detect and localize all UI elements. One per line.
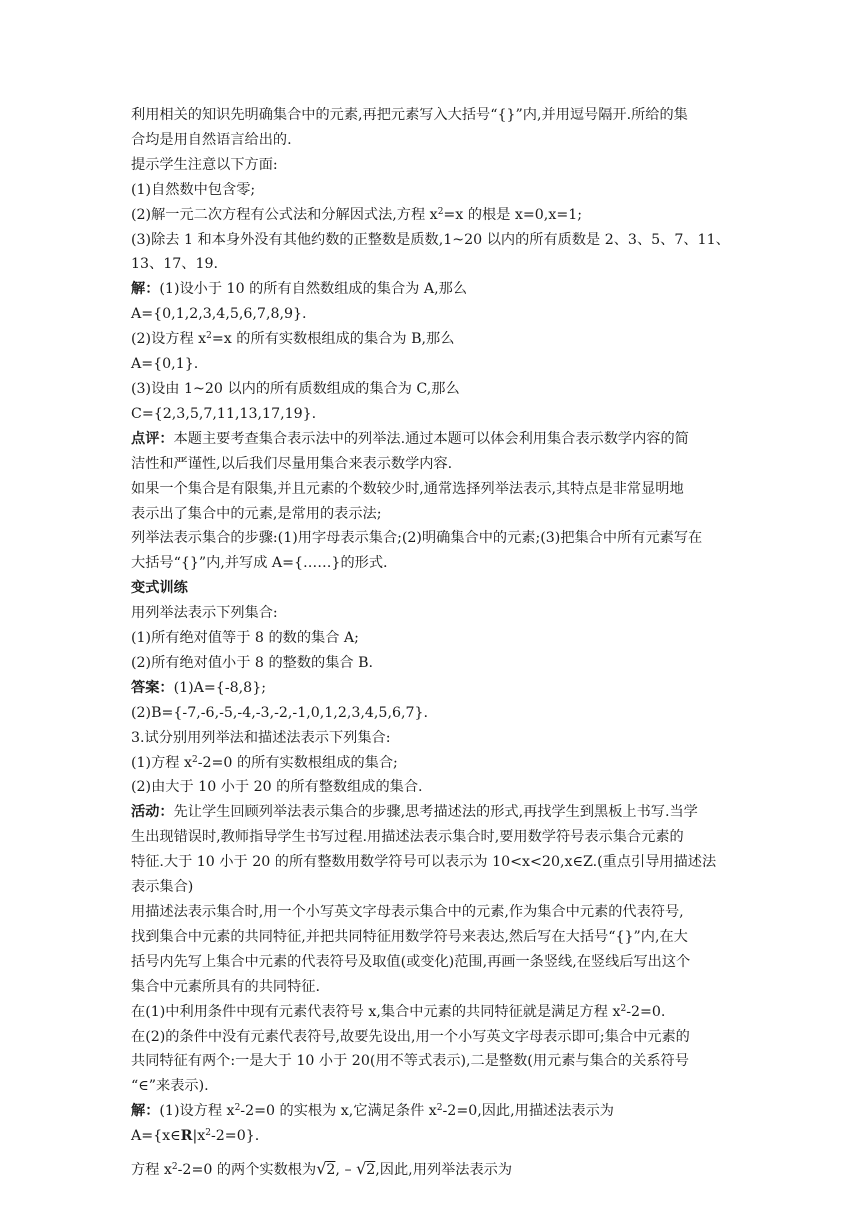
text-line: (3)设由 1~20 以内的所有质数组成的集合为 C,那么 <box>131 380 460 397</box>
text-line: 用描述法表示集合时,用一个小写英文字母表示集合中的元素,作为集合中元素的代表符号, <box>131 904 684 920</box>
text-line: 合均是用自然语言给出的. <box>131 131 292 148</box>
activity-label-line: 活动：先让学生回顾列举法表示集合的步骤,思考描述法的形式,再找学生到黑板上书写.当学 <box>131 804 698 821</box>
text-line: 列举法表示集合的步骤:(1)用字母表示集合;(2)明确集合中的元素;(3)把集合中所有元素写在 <box>131 530 703 547</box>
text-line: (3)除去 1 和本身外没有其他约数的正整数是质数,1~20 以内的所有质数是 2、3、5、7、11、 <box>131 231 730 248</box>
text-line: (1)所有绝对值等于 8 的数的集合 A; <box>131 630 359 647</box>
text-line: 共同特征有两个:一是大于 10 小于 20(用不等式表示),二是整数(用元素与集合的关系符号 <box>131 1053 689 1070</box>
text-line: 用列举法表示下列集合: <box>131 605 278 622</box>
comment-label: 点评： <box>131 430 174 447</box>
text-line: 如果一个集合是有限集,并且元素的个数较少时,通常选择列举法表示,其特点是非常显明地 <box>131 480 684 497</box>
text-line: 生出现错误时,教师指导学生书写过程.用描述法表示集合时,要用数学符号表示集合元素的 <box>131 829 684 846</box>
text-line: 集合中元素所具有的共同特征. <box>131 978 320 995</box>
text-line: (2)解一元二次方程有公式法和分解因式法,方程 $x^2=x$ 的根是 x=0,x=1; <box>131 206 583 223</box>
text-line: (2)设方程 $x^2=x$ 的所有实数根组成的集合为 B,那么 <box>131 331 455 348</box>
text-line: 3.试分别用列举法和描述法表示下列集合: <box>131 729 391 746</box>
activity-label: 活动： <box>131 804 174 821</box>
answer-label: 答案： <box>131 679 174 696</box>
text-line: 在(1)中利用条件中现有元素代表符号 x,集合中元素的共同特征就是满足方程 $x^2-2=0$. <box>131 1003 666 1020</box>
text-line: 洁性和严谨性,以后我们尽量用集合来表示数学内容. <box>131 455 453 472</box>
solution-label: 解： <box>131 281 160 298</box>
text-line: (2)由大于 10 小于 20 的所有整数组成的集合. <box>131 779 423 796</box>
text-line: 方程 $x^2-2=0$ 的两个实数根为√2, – √2,因此,用列举法表示为 <box>131 1159 513 1179</box>
text-line: (1)自然数中包含零; <box>131 181 256 198</box>
comment-label-line: 点评：本题主要考查集合表示法中的列举法.通过本题可以体会利用集合表示数学内容的简 <box>131 430 689 447</box>
text-line: 括号内先写上集合中元素的代表符号及取值(或变化)范围,再画一条竖线,在竖线后写出这个 <box>131 953 691 970</box>
text-line: 大括号“{}”内,并写成 A={……}的形式. <box>131 555 388 572</box>
text-line: 找到集合中元素的共同特征,并把共同特征用数学符号来表达,然后写在大括号“{}”内,在大 <box>131 928 688 945</box>
text-line: (1)方程 $x^2-2=0$ 的所有实数根组成的集合; <box>131 754 398 771</box>
real-numbers-symbol: R <box>180 1128 193 1145</box>
text-line: 表示集合) <box>131 879 194 896</box>
text-line: A={0,1,2,3,4,5,6,7,8,9}. <box>131 306 307 323</box>
section-heading: 变式训练 <box>131 580 188 597</box>
answer-label-line: 答案：(1)A={-8,8}; <box>131 679 266 696</box>
sqrt-symbol: √ <box>356 1159 367 1179</box>
text-line: A={0,1}. <box>131 356 199 373</box>
sqrt-symbol: √ <box>316 1159 327 1179</box>
text-line: 提示学生注意以下方面: <box>131 156 278 173</box>
solution-label-line: 解：(1)设小于 10 的所有自然数组成的集合为 A,那么 <box>131 281 468 298</box>
text-line: 在(2)的条件中没有元素代表符号,故要先设出,用一个小写英文字母表示即可;集合中元素的 <box>131 1028 690 1045</box>
document-page <box>131 103 734 1183</box>
text-line: (2)B={-7,-6,-5,-4,-3,-2,-1,0,1,2,3,4,5,6,7}. <box>131 704 429 721</box>
text-line: 13、17、19. <box>131 256 219 273</box>
text-line: $A=\{x\in R|x^2-2=0\}$. <box>131 1128 260 1145</box>
text-line: 特征.大于 10 小于 20 的所有整数用数学符号可以表示为 10<x<20,x∈Z.(重点引导用描述法 <box>131 854 717 871</box>
solution-label: 解： <box>131 1103 160 1120</box>
text-line: (2)所有绝对值小于 8 的整数的集合 B. <box>131 654 374 671</box>
solution-label-line: 解：(1)设方程 $x^2-2=0$ 的实根为 x,它满足条件 $x^2-2=0$,因此,用描述法表示为 <box>131 1103 614 1120</box>
text-line: 利用相关的知识先明确集合中的元素,再把元素写入大括号“{}”内,并用逗号隔开.所给的集 <box>131 107 688 123</box>
text-line: C={2,3,5,7,11,13,17,19}. <box>131 405 317 422</box>
text-line: 表示出了集合中的元素,是常用的表示法; <box>131 505 382 522</box>
text-line: “∈”来表示). <box>131 1078 209 1095</box>
